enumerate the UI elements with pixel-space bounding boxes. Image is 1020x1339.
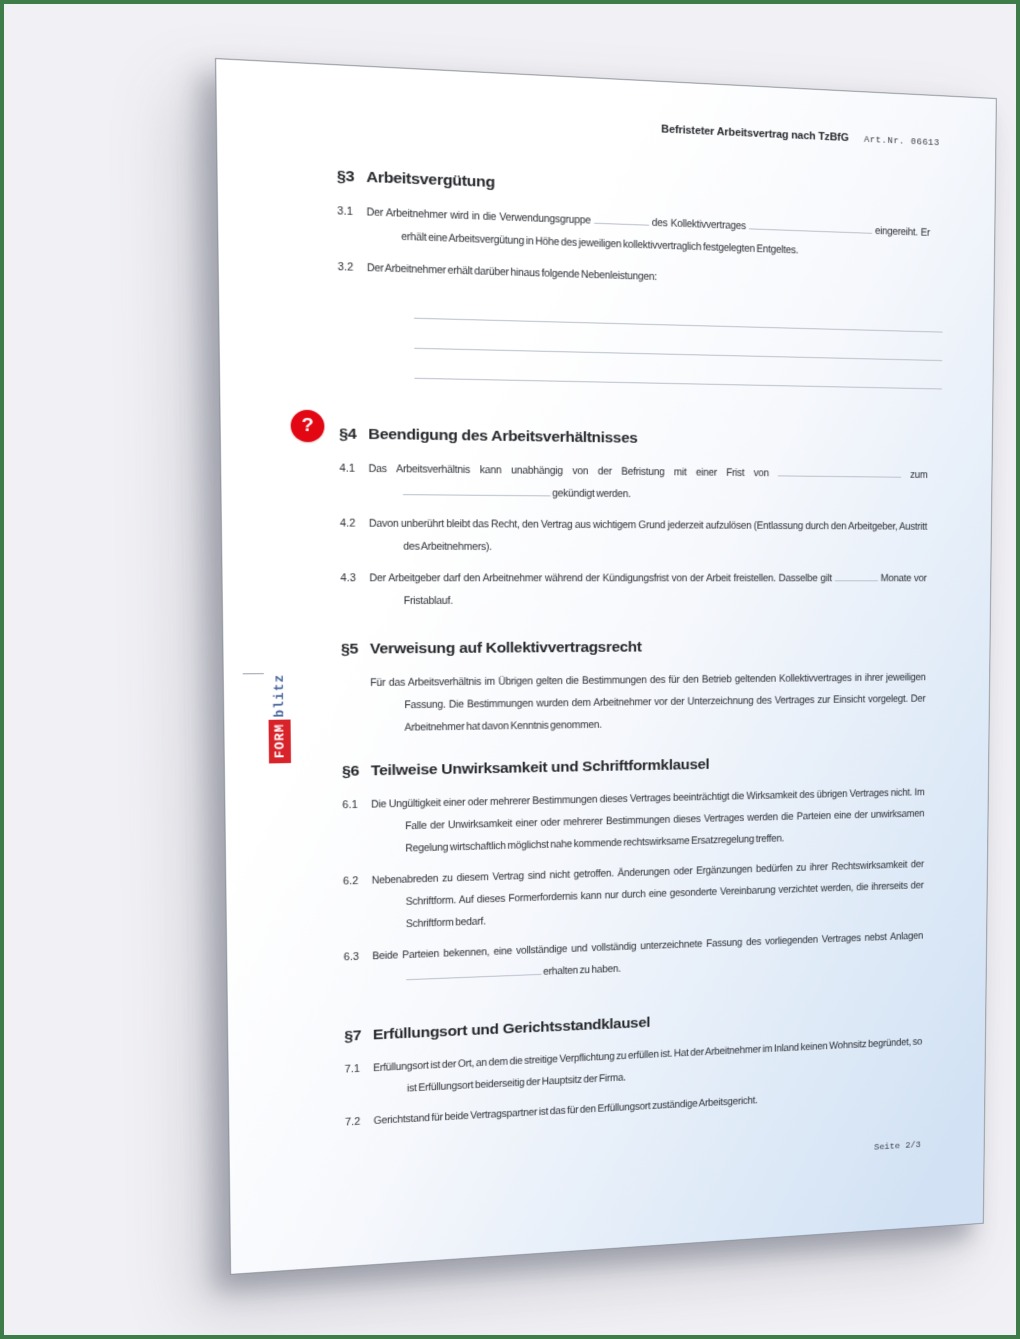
fill-in-blank <box>749 218 872 234</box>
paragraph-number: 7.1 <box>344 1063 360 1076</box>
paragraph-6.1 <box>342 782 944 862</box>
section-§7 <box>344 1001 942 1143</box>
section-§6 <box>342 751 945 1000</box>
page <box>215 58 997 1275</box>
paragraph-number: 3.2 <box>337 261 354 274</box>
paragraph-4.1 <box>339 458 947 509</box>
fill-in-blank <box>403 483 551 496</box>
section-§3 <box>337 166 951 389</box>
paragraph-4.2 <box>340 513 947 560</box>
paragraph-6.2 <box>343 854 944 938</box>
paragraph-number: 6.2 <box>342 875 359 888</box>
paragraph-text: Der Arbeitgeber darf den Arbeitnehmer während der Kündigungsfrist von der Arbeit freistellen. Dasselbe gilt Monate vor Fristablauf. <box>369 567 926 613</box>
fill-in-blank <box>835 570 878 581</box>
paragraph-4.3 <box>340 567 946 613</box>
paragraph-text: Die Ungültigkeit einer oder mehrerer Bestimmungen dieses Vertrages beeinträchtigt die Wirksamkeit des übrigen Vertrages nicht. Im Falle der Unwirksamkeit einer oder mehrerer Bestimmungen dieses Vertrages werden die Parteien eine der unwirksamen Regelung wirtschaftlich möglichst nahe kommende rechtswirksame Ersatzregelung treffen. <box>371 786 925 855</box>
logo-blitz-text: blitz <box>270 673 287 718</box>
article-number: Art.Nr. 06613 <box>863 133 940 149</box>
section-§5 <box>341 636 946 749</box>
logo-form-text: FORM <box>268 719 290 763</box>
paragraph-number: 6.3 <box>343 951 360 964</box>
section-number: §6 <box>341 762 360 780</box>
section-title: Beendigung des Arbeitsverhältnisses <box>368 425 638 447</box>
paragraph-text: Davon unberührt bleibt das Recht, den Vertrag aus wichtigem Grund jederzeit aufzulösen (Entlassung durch den Arbeitgeber, Austritt des Arbeitnehmers). <box>368 517 928 553</box>
paragraph-text: Gerichtstand für beide Vertragspartner ist das für den Erfüllungsort zuständige Arbeitsgericht. <box>373 1094 758 1127</box>
section-title: Teilweise Unwirksamkeit und Schriftformklausel <box>370 756 710 780</box>
formblitz-logo-strip <box>266 668 292 764</box>
paragraph-text: Erfüllungsort ist der Ort, an dem die streitige Verpflichtung zu erfüllen ist. Hat der Arbeitnehmer im Inland keinen Wohnsitz begründet, so ist Erfüllungsort beiderseitig der Hauptsitz der Firma. <box>373 1036 923 1095</box>
section-number: §7 <box>344 1027 362 1045</box>
section-heading <box>341 636 946 659</box>
paragraph-number: 7.2 <box>344 1116 361 1129</box>
section-number: §3 <box>336 167 355 186</box>
help-icon[interactable] <box>291 410 325 443</box>
paragraph-text: Der Arbeitnehmer erhält darüber hinaus folgende Nebenleistungen: <box>366 261 657 283</box>
paragraph-number: 6.1 <box>342 799 358 812</box>
paragraph <box>341 667 945 740</box>
section-heading <box>342 751 945 781</box>
document-header <box>217 103 940 148</box>
paragraph-text: Nebenabreden zu diesem Vertrag sind nicht getroffen. Änderungen oder Ergänzungen bedürfen zu ihrer Rechtswirksamkeit der Schriftform. Auf dieses Formerfordernis kann nur durch eine gesonderte Vereinbarung verzichtet werden, die ihrerseits der Schriftform bedarf. <box>371 858 924 931</box>
document-title: Befristeter Arbeitsvertrag nach TzBfG <box>661 123 849 144</box>
paragraph-number <box>341 672 370 740</box>
paragraph-6.3 <box>344 925 943 991</box>
fill-in-blank <box>406 963 541 980</box>
fill-in-blank <box>594 212 649 226</box>
section-title: Erfüllungsort und Gerichtsstandklausel <box>372 1014 651 1044</box>
paragraph-text: Das Arbeitsverhältnis kann unabhängig von der Befristung mit einer Frist von zum gekündigt werden. <box>368 462 928 500</box>
paragraph-number: 4.3 <box>340 572 356 585</box>
section-§4 <box>339 424 948 622</box>
paragraph-text: Für das Arbeitsverhältnis im Übrigen gelten die Bestimmungen des für den Betrieb geltenden Kollektivvertrages in ihrer jeweiligen Fassung. Die Bestimmungen wurden dem Arbeitnehmer vor der Unterzeichnung des Vertrages zur Einsicht vorgelegt. Der Arbeitnehmer hat davon Kenntnis genommen. <box>370 671 926 734</box>
section-title: Verweisung auf Kollektivvertragsrecht <box>369 639 642 658</box>
section-heading <box>339 424 948 452</box>
page-number: Seite 2/3 <box>873 1139 921 1153</box>
section-number: §4 <box>339 425 357 443</box>
paragraph-number: 3.1 <box>337 205 353 218</box>
paragraph-3.1 <box>337 200 950 267</box>
fill-in-blank <box>778 465 901 478</box>
section-title: Arbeitsvergütung <box>366 168 495 192</box>
paragraph-number: 4.1 <box>339 462 356 475</box>
section-number: §5 <box>340 640 359 658</box>
paragraph-number: 4.2 <box>339 517 356 530</box>
formblitz-logo <box>266 668 292 764</box>
paragraph-text: Beide Parteien bekennen, eine vollständige und vollständig unterzeichnete Fassung des vorliegenden Vertrages nebst Anlagen erhalten zu haben. <box>372 926 923 990</box>
paragraph-text: Der Arbeitnehmer wird in die Verwendungsgruppe des Kollektivvertrages eingereiht. Er erhält eine Arbeitsvergütung in Höhe des jeweiligen kollektivvertraglich festgelegten Entgeltes. <box>366 206 930 257</box>
fold-mark <box>243 673 264 674</box>
question-mark-glyph: ? <box>301 414 314 437</box>
